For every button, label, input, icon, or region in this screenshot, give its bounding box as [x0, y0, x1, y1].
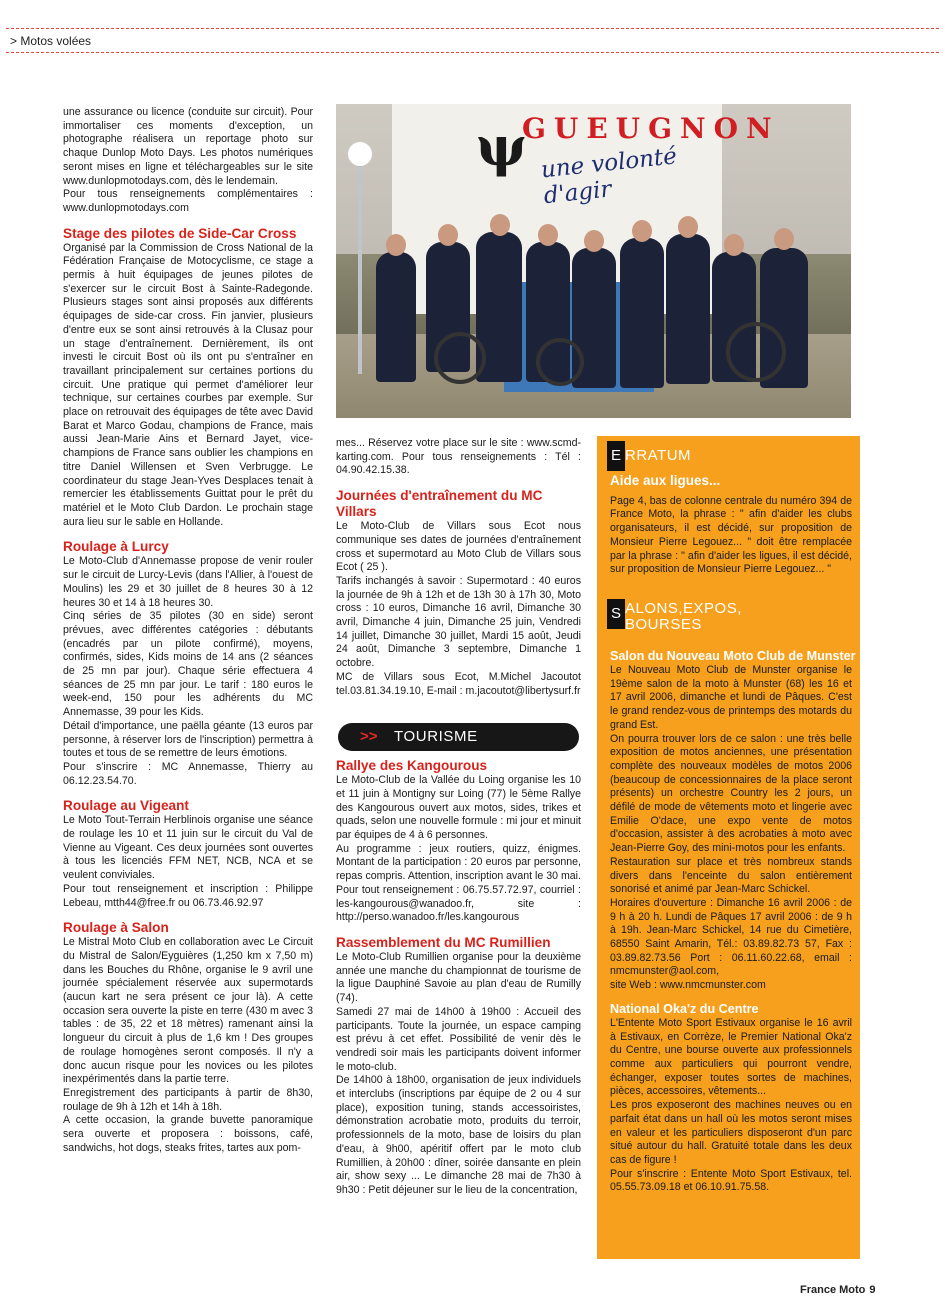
paragraph: Les pros exposeront des machines neuves ou en parfait état dans un hall où les motos seront mises en valeur et les particuliers disposeront d'un parc situé autour du hall. Gratuité totale dans les deux cas de figure !	[610, 1099, 852, 1166]
header-rule	[6, 52, 939, 53]
article-section	[63, 539, 313, 788]
erratum-body	[598, 474, 858, 577]
section-heading: Stage des pilotes de Side-Car Cross	[63, 225, 297, 241]
rider	[376, 252, 416, 382]
photo-lamp	[348, 142, 372, 166]
bike-wheel	[726, 322, 786, 382]
paragraph: Détail d'importance, une paëlla géante (13 euros par personne, à réserver lors de l'inscription) permettra à toutes et tous de se remettre de leurs émotions.	[63, 719, 313, 760]
top-rule	[6, 28, 939, 29]
erratum-text: Page 4, bas de colonne centrale du numéro 394 de France Moto, la phrase : " afin d'aider les clubs organisateurs, il est décidé, sur proposition de Monsieur Pierre Legouez... " doit être remplacée par la phrase : " afin d'aider les ligues, il est décidé, sur proposition de Monsieur Pierre Legouez... "	[610, 494, 852, 576]
paragraph: Le Moto-Club de la Vallée du Loing organise les 10 et 11 juin à Montigny sur Loing (77) le 5ème Rallye des Kangourous ouvert aux motos, sides, trikes et quads, selon une nouvelle formule : mi jour et minuit par équipes de 4 à 6 personnes.	[336, 774, 581, 842]
paragraph: Le Moto-Club d'Annemasse propose de venir rouler sur le circuit de Lurcy-Levis (dans l'Allier, à l'ouest de Moulins) les 29 et 30 juillet de 8 heures 30 à 12 heures 30 et 14 à 18 heures 30.	[63, 555, 313, 609]
rider-head	[774, 228, 794, 250]
paragraph: MC de Villars sous Ecot, M.Michel Jacoutot tel.03.81.34.19.10, E-mail : m.jacoutot@libertysurf.fr	[336, 670, 581, 697]
salons-title-line1: ALONS,EXPOS,	[625, 600, 742, 617]
photo-riders-group	[376, 212, 846, 402]
bike-wheel	[434, 332, 486, 384]
paragraph: Pour tout renseignement et inscription : Philippe Lebeau, mtth44@free.fr ou 06.73.46.92.97	[63, 882, 313, 909]
rider-head	[386, 234, 406, 256]
section-heading: Roulage à Lurcy	[63, 539, 169, 555]
section-heading: Journées d'entraînement du MC Villars	[336, 488, 543, 520]
bike-wheel	[536, 338, 584, 386]
section-label: > Motos volées	[10, 34, 92, 48]
paragraph: site Web : www.nmcmunster.com	[610, 979, 766, 992]
erratum-subtitle: Aide aux ligues...	[610, 473, 721, 488]
tourisme-sections	[336, 758, 581, 1197]
middle-sections	[336, 488, 581, 698]
paragraph: On pourra trouver lors de ce salon : une très belle exposition de motos anciennes, une présentation complète des nouveaux modèles de motos 2006 (beaucoup de concessionnaires de la place seront présents) un orchestre Country les 2 jours, un défilé de mode de vêtements moto et lingerie avec Emilie O'dace, une expo vente de motos d'occasion, assister à des acrobaties à moto avec Jean-Pierre Goy, des mini-motos pour les enfants.	[610, 732, 852, 855]
article-section	[336, 488, 581, 698]
paragraph: Enregistrement des participants à partir de 8h30, roulage de 9h à 12h et 14h à 18h.	[63, 1087, 313, 1113]
page-number: 9	[869, 1284, 876, 1296]
rider-head	[538, 224, 558, 246]
footer-brand: France Moto	[800, 1284, 866, 1296]
left-sections	[63, 226, 313, 1156]
paragraph: Samedi 27 mai de 14h00 à 19h00 : Accueil des participants. Toute la journée, un espace camping est prévu à cet effet. Possibilité de venir dès le vendredi soir mais les participants doivent informer le moto-club.	[336, 1005, 581, 1073]
rider	[620, 238, 664, 388]
paragraph: Pour tout renseignement : 06.75.57.72.97, courriel : les-kangourous@wanadoo.fr, site : http://perso.wanadoo.fr/les.kangourous	[336, 883, 581, 924]
paragraph: L'Entente Moto Sport Estivaux organise le 16 avril à Estivaux, en Corrèze, le Premier National Oka'z du Centre, une bourse ouverte aux professionnels comme aux particuliers qui pourront vendre, échanger, exposer toutes sortes de machines, pièces, accessoires, vêtements...	[610, 1016, 852, 1098]
article-section	[336, 758, 581, 925]
section-heading: Rallye des Kangourous	[336, 758, 488, 774]
erratum-title: RRATUM	[625, 447, 692, 464]
salons-body	[598, 648, 858, 1195]
paragraph: Restauration sur place et très nombreux stands divers dans l'enceinte du salon entièrement sonorisé et animé par Jean-Marc Schickel.	[610, 855, 852, 896]
page-footer	[800, 1284, 876, 1296]
paragraph: Le Moto-Club de Villars sous Ecot nous communique ses dates de journées d'entraînement cross et supermotard au Moto Club de Villars sous Ecot ( 25 ).	[336, 520, 581, 574]
paragraph: Tarifs inchangés à savoir : Supermotard : 40 euros la journée de 9h à 12h et de 13h 30 à 17h 30, Moto cross : 10 euros, Dimanche 16 avril, Dimanche 30 avril, Dimanche 4 juin, Dimanche 25 juin, Vendredi 14 juillet, Dimanche 30 juillet, Mardi 15 août, Jeudi 24 août, Dimanche 3 septembre, Dimanche 1 octobre.	[336, 574, 581, 670]
section-heading: Roulage à Salon	[63, 920, 169, 936]
middle-column	[336, 437, 581, 1198]
photo-slogan: une volonté d'agir	[539, 143, 679, 210]
paragraph: Le Nouveau Moto Club de Munster organise le 19ème salon de la moto à Munster (68) les 16 et 17 avril 2006, dimanche et lundi de Pâques. C'est le grand rendez-vous de printemps des motards du grand Est.	[610, 664, 852, 731]
section-heading: Rassemblement du MC Rumillien	[336, 934, 551, 950]
salons-initial: S	[607, 599, 625, 629]
photo-sign: GUEUGNON	[522, 112, 780, 145]
intro-paragraph: une assurance ou licence (conduite sur circuit). Pour immortaliser ces moments d'exception, un photographe réalisera un reportage photo sur chaque Dunlop Moto Days. Les photos numériques seront mises en ligne et téléchargeables sur le site www.dunlopmotodays.com, dès le lendemain.	[63, 106, 313, 187]
section-heading: Roulage au Vigeant	[63, 798, 189, 814]
paragraph: Cinq séries de 35 pilotes (30 en side) seront prévues, avec différentes catégories : débutants (encadrés par un pilote confirmé), moyens, confirmés, sides, Kids moins de 14 ans (2 séances de 25 mn par jour). Chaque série effectuera 4 séances de 25 mn par jour. Le tarif : 180 euros le week-end, 150 pour les adhérents du MC Annemasse, 39 pour les Kids.	[63, 610, 313, 719]
erratum-initial: E	[607, 441, 625, 471]
paragraph: Au programme : jeux routiers, quizz, énigmes. Montant de la participation : 20 euros par personne, repas compris. Attention, inscription avant le 30 mai.	[336, 842, 581, 883]
photo-lamp-post	[358, 154, 362, 374]
paragraph: Le Mistral Moto Club en collaboration avec Le Circuit du Mistral de Salon/Eyguières (1,250 km x 7,50 m) dans les Bouches du Rhône, organise le 9 avril une journée spécialement réservée aux supermotards (aucun kart ne sera présent ce jour là). A cette occasion sera ouverte la piste en terre (430 m avec 3 tables : de 35, 22 et 18 mètres) ramenant ainsi la longueur du circuit à plus de 1,6 km ! Des groupes de roulage homogènes seront composés. Il n'y a donc aucun risque pour les novices ou les pilotes inexpérimentés dans la partie terre.	[63, 936, 313, 1086]
paragraph: Pour s'inscrire : Entente Moto Sport Estivaux, tel. 05.55.73.09.18 et 06.10.91.75.58.	[610, 1167, 852, 1194]
rider	[666, 234, 710, 384]
paragraph: Le Moto Tout-Terrain Herblinois organise une séance de roulage les 10 et 11 juin sur le circuit du Val de Vienne au Vigeant. Ces deux journées sont ouvertes à tous les licenciés FFM NET, NCB, NCA et se veulent conviviales.	[63, 814, 313, 882]
intro-paragraph: Pour tous renseignements complémentaires : www.dunlopmotodays.com	[63, 188, 313, 214]
left-column	[63, 106, 313, 1156]
paragraph: Horaires d'ouverture : Dimanche 16 avril 2006 : de 9 h à 20 h. Lundi de Pâques 17 avril 2006 : de 9 h à 19h. Jean-Marc Schickel, 14 rue du Cimetière, 68550 Saint Amarin, Tél.: 03.89.82.73 57, Fax : 03.89.82.73.56 Port : 06.11.60.22.68, email : nmcmunster@aol.com,	[610, 896, 852, 978]
article-section	[336, 935, 581, 1198]
left-intro	[63, 106, 313, 216]
paragraph: Organisé par la Commission de Cross National de la Fédération Française de Motocyclisme, ce stage a permis à huit équipages de jeunes pilotes de s'exercer sur le circuit Bost à Sainte-Radegonde. Plusieurs stages sont ainsi proposés aux différents équipages de side-car cross. Fin janvier, plusieurs d'entre eux se sont ainsi retrouvés à la Clusaz pour un stage d'entraînement. Dernièrement, ils ont investi le circuit Bost où ils ont pu s'entraîner en travaillant principalement sur certaines portions du circuit. Une pratique qui permet d'améliorer leur technique, sur certaines courbes par exemple. Sur place on retrouvait des équipages de tête avec David Barat et Marco Godau, champions de France, mais aussi Jean-Marie Ains et Bernard Jayet, vice-champions de France sans oublier les champions en titre Daniel Willensen et Sven Verbrugge. Le coordinateur du stage Jean-Yves Desplaces tenait à remercier les établissements Guittat pour le prêt du matériel et le Moto Club Dardon. Le prochain stage aura lieu sur le sable en Hollande.	[63, 241, 313, 528]
salons-title-line2: BOURSES	[625, 616, 702, 633]
salon-section	[598, 648, 858, 993]
middle-intro	[336, 437, 581, 478]
team-photo	[336, 104, 851, 418]
salon-heading: National Oka'z du Centre	[610, 1001, 759, 1016]
article-section	[63, 920, 313, 1155]
article-section	[63, 226, 313, 530]
tourisme-banner	[338, 723, 579, 751]
rider-head	[490, 214, 510, 236]
rider-head	[724, 234, 744, 256]
banner-arrows: >>	[360, 728, 378, 745]
paragraph: A cette occasion, la grande buvette panoramique sera ouverte et proposera : boissons, café, sandwichs, hot dogs, steaks frites, tartes aux pom-	[63, 1114, 313, 1154]
banner-label: TOURISME	[394, 728, 478, 745]
rider-head	[632, 220, 652, 242]
paragraph: De 14h00 à 18h00, organisation de jeux individuels et interclubs (inscriptions par équipe de 2 ou 4 sur place), exposition tuning, stands accessoiristes, démonstration acrobatie moto, produits du terroir, professionnels de la moto, base de loisirs du plan d'eau, à 9h00, apéritif offert par le moto club Rumillien, à 20h00 : dîner, soirée dansante en plein air, show sexy ... Le dimanche 28 mai de 7h30 à 9h30 : Petit déjeuner sur le lieu de la concentration,	[336, 1074, 581, 1196]
article-section	[63, 798, 313, 910]
paragraph: Pour s'inscrire : MC Annemasse, Thierry au 06.12.23.54.70.	[63, 760, 313, 787]
rider-head	[438, 224, 458, 246]
photo-logo-icon: ψ	[476, 114, 527, 178]
salon-heading: Salon du Nouveau Moto Club de Munster	[610, 649, 856, 663]
rider-head	[678, 216, 698, 238]
rider-head	[584, 230, 604, 252]
intro-paragraph: mes... Réservez votre place sur le site : www.scmd-karting.com. Pour tous renseignements : Tél : 04.90.42.15.38.	[336, 437, 581, 477]
paragraph: Le Moto-Club Rumillien organise pour la deuxième année une manche du championnat de tourisme de la ligue Dauphiné Savoie au plan d'eau de Rumilly (74).	[336, 950, 581, 1005]
salon-section	[598, 1001, 858, 1195]
